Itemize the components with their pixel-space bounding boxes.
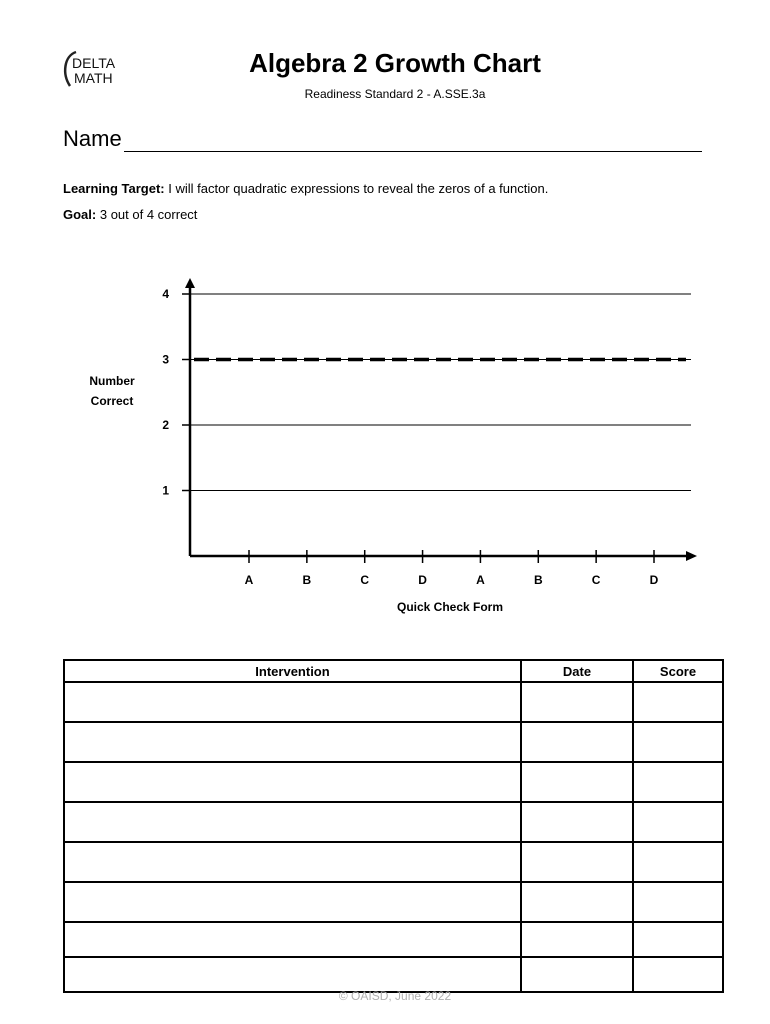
learning-target bbox=[63, 181, 548, 196]
x-tick-label: B bbox=[302, 573, 312, 587]
y-tick-label: 1 bbox=[162, 483, 169, 498]
intervention-cell[interactable] bbox=[64, 882, 521, 922]
x-tick-label: C bbox=[591, 573, 601, 587]
table-row bbox=[64, 762, 723, 802]
goal bbox=[63, 207, 197, 222]
intervention-cell[interactable] bbox=[64, 722, 521, 762]
logo-text-bottom: MATH bbox=[74, 70, 113, 86]
score-cell[interactable] bbox=[633, 957, 723, 992]
table-row bbox=[64, 842, 723, 882]
score-cell[interactable] bbox=[633, 682, 723, 722]
table-row bbox=[64, 957, 723, 992]
score-cell[interactable] bbox=[633, 802, 723, 842]
date-cell[interactable] bbox=[521, 882, 633, 922]
date-cell[interactable] bbox=[521, 802, 633, 842]
x-axis-arrow-icon bbox=[686, 551, 697, 561]
header-intervention: Intervention bbox=[64, 660, 521, 682]
score-cell[interactable] bbox=[633, 762, 723, 802]
header-score: Score bbox=[633, 660, 723, 682]
date-cell[interactable] bbox=[521, 842, 633, 882]
score-cell[interactable] bbox=[633, 882, 723, 922]
goal-label: Goal: bbox=[63, 207, 97, 222]
table-row bbox=[64, 882, 723, 922]
date-cell[interactable] bbox=[521, 762, 633, 802]
table-row bbox=[64, 922, 723, 957]
x-tick-label: C bbox=[360, 573, 370, 587]
intervention-cell[interactable] bbox=[64, 842, 521, 882]
goal-text: 3 out of 4 correct bbox=[99, 207, 198, 222]
intervention-cell[interactable] bbox=[64, 957, 521, 992]
intervention-cell[interactable] bbox=[64, 762, 521, 802]
y-axis-label: Number Correct bbox=[89, 374, 135, 408]
y-tick-label: 4 bbox=[162, 287, 169, 301]
name-label: Name bbox=[63, 126, 122, 151]
table-row bbox=[64, 802, 723, 842]
score-cell[interactable] bbox=[633, 722, 723, 762]
x-tick-label: D bbox=[418, 573, 427, 587]
table-row bbox=[64, 682, 723, 722]
intervention-cell[interactable] bbox=[64, 682, 521, 722]
y-tick-label: 2 bbox=[162, 418, 169, 432]
intervention-cell[interactable] bbox=[64, 922, 521, 957]
x-tick-label: A bbox=[244, 573, 254, 587]
y-tick-label: 3 bbox=[162, 352, 169, 367]
growth-chart bbox=[0, 250, 770, 630]
name-blank-line[interactable] bbox=[124, 127, 702, 152]
intervention-table bbox=[63, 659, 724, 993]
x-tick-label: B bbox=[533, 573, 543, 587]
name-field bbox=[63, 126, 702, 152]
x-tick-label: A bbox=[476, 573, 485, 587]
date-cell[interactable] bbox=[521, 957, 633, 992]
x-tick-label: D bbox=[649, 573, 659, 587]
date-cell[interactable] bbox=[521, 682, 633, 722]
footer-copyright: © OAISD, June 2022 bbox=[338, 989, 452, 1003]
page-subtitle: Readiness Standard 2 - A.SSE.3a bbox=[304, 87, 486, 101]
x-axis-label: Quick Check Form bbox=[396, 600, 504, 614]
date-cell[interactable] bbox=[521, 922, 633, 957]
learning-target-label: Learning Target: bbox=[63, 181, 165, 196]
page-title: Algebra 2 Growth Chart bbox=[249, 48, 541, 78]
learning-target-text: I will factor quadratic expressions to reveal the zeros of a function. bbox=[168, 181, 549, 196]
date-cell[interactable] bbox=[521, 722, 633, 762]
y-axis-arrow-icon bbox=[185, 278, 195, 288]
logo-text-top: DELTA bbox=[72, 55, 116, 71]
score-cell[interactable] bbox=[633, 922, 723, 957]
header-date: Date bbox=[521, 660, 633, 682]
intervention-cell[interactable] bbox=[64, 802, 521, 842]
table-row bbox=[64, 722, 723, 762]
score-cell[interactable] bbox=[633, 842, 723, 882]
